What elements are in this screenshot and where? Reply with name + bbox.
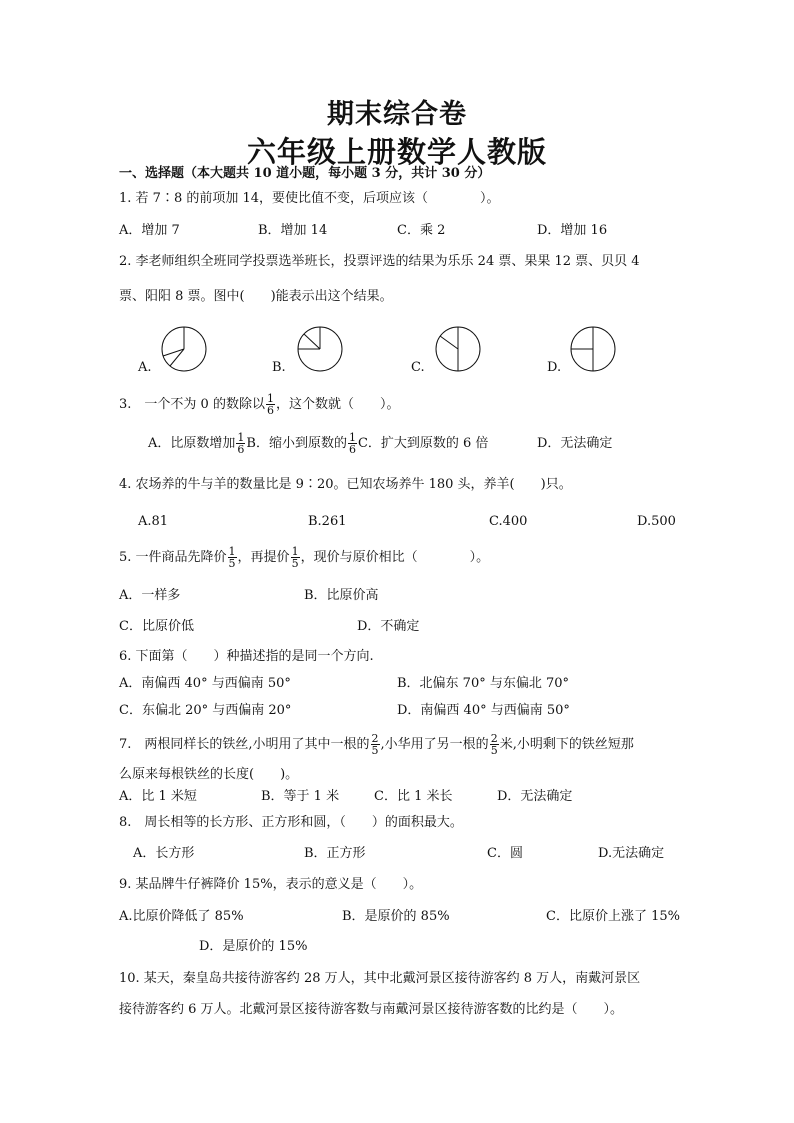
q5-option-c: C．比原价低 (119, 619, 194, 634)
q3-option-d: D．无法确定 (537, 436, 613, 451)
q9-option-d: D．是原价的 15% (199, 939, 308, 954)
q4-option-b: B.261 (308, 514, 347, 529)
q4-option-a: A.81 (138, 514, 169, 529)
question-2-line1: 2. 李老师组织全班同学投票选举班长，投票评选的结果为乐乐 24 票、果果 12 票、贝贝 4 (119, 254, 640, 269)
fraction (291, 546, 300, 569)
q8-option-a: A．长方形 (133, 846, 195, 861)
fraction-numerator: 2 (371, 732, 379, 745)
q9-option-a: A.比原价降低了 85% (119, 909, 244, 924)
q5-option-d: D．不确定 (357, 619, 420, 634)
q2-option-c: C. (411, 360, 425, 375)
q7-option-a: A．比 1 米短 (119, 789, 197, 804)
fraction-numerator: 2 (490, 732, 498, 745)
q2-option-d: D. (547, 360, 562, 375)
q2-option-a: A. (138, 360, 152, 375)
q3-option-c: C．扩大到原数的 6 倍 (357, 436, 489, 451)
fraction (236, 432, 245, 455)
question-6-stem: 6. 下面第（ ）种描述指的是同一个方向. (119, 649, 374, 664)
fraction-numerator: 1 (228, 545, 236, 558)
q9-option-b: B．是原价的 85% (342, 909, 450, 924)
q3-option-a: A．比原数增加 (148, 436, 236, 451)
q4-option-c: C.400 (489, 514, 528, 529)
q3-option-b: B．缩小到原数的 (246, 436, 347, 451)
q1-option-a: A．增加 7 (119, 223, 180, 238)
q3-stem-suffix: ，这个数就（ ）。 (275, 397, 400, 412)
fraction (266, 393, 275, 416)
page-title: 期末综合卷 (327, 99, 467, 130)
question-5-stem (119, 546, 489, 570)
question-10-line2: 接待游客约 6 万人。北戴河景区接待游客数与南戴河景区接待游客数的比约是（ ）。 (119, 1002, 624, 1017)
question-9-stem: 9. 某品牌牛仔裤降价 15%，表示的意义是（ ）。 (119, 877, 423, 892)
q4-option-d: D.500 (637, 514, 676, 529)
pie-chart-d-icon (569, 325, 617, 373)
question-2-line2: 票、阳阳 8 票。图中( )能表示出这个结果。 (119, 289, 393, 304)
pie-chart-b-icon (296, 325, 344, 373)
question-8-stem: 8. 周长相等的长方形、正方形和圆，（ ）的面积最大。 (119, 815, 463, 830)
q8-option-d: D.无法确定 (598, 846, 665, 861)
q1-option-c: C．乘 2 (397, 223, 446, 238)
fraction-denominator: 6 (266, 404, 274, 417)
q2-option-b: B. (272, 360, 286, 375)
fraction-numerator: 1 (266, 392, 274, 405)
q9-option-c: C．比原价上涨了 15% (546, 909, 680, 924)
q5-stem-prefix: 5. 一件商品先降价 (119, 550, 227, 565)
fraction (371, 733, 380, 756)
q7-stem-middle: ,小华用了另一根的 (380, 737, 489, 752)
fraction-denominator: 5 (228, 557, 236, 570)
pie-chart-a-icon (160, 325, 208, 373)
question-1-stem: 1. 若 7∶8 的前项加 14，要使比值不变，后项应该（ ）。 (119, 191, 500, 206)
q7-option-b: B．等于 1 米 (261, 789, 340, 804)
fraction-denominator: 6 (348, 443, 356, 456)
q5-option-a: A．一样多 (119, 588, 181, 603)
fraction-numerator: 1 (291, 545, 299, 558)
q3-options (148, 432, 488, 456)
question-3-stem (119, 393, 399, 417)
q5-option-b: B．比原价高 (304, 588, 379, 603)
q1-option-d: D．增加 16 (537, 223, 608, 238)
page-subtitle: 六年级上册数学人教版 (246, 135, 547, 169)
q7-stem-suffix: 米,小明剩下的铁丝短那 (499, 737, 634, 752)
pie-chart-c-icon (434, 325, 482, 373)
fraction-denominator: 5 (371, 744, 379, 757)
q5-stem-suffix: ，现价与原价相比（ ）。 (300, 550, 490, 565)
fraction (228, 546, 237, 569)
q8-option-b: B．正方形 (304, 846, 366, 861)
q8-option-c: C．圆 (487, 846, 523, 861)
section-heading: 一、选择题（本大题共 10 道小题，每小题 3 分，共计 30 分） (119, 166, 491, 181)
q1-option-b: B．增加 14 (258, 223, 328, 238)
fraction (490, 733, 499, 756)
q3-stem-prefix: 3. 一个不为 0 的数除以 (119, 397, 265, 412)
question-4-stem: 4. 农场养的牛与羊的数量比是 9∶20。已知农场养牛 180 头，养羊( )只。 (119, 477, 572, 492)
fraction-denominator: 5 (291, 557, 299, 570)
q6-option-b: B．北偏东 70° 与东偏北 70° (397, 676, 570, 691)
q7-option-c: C．比 1 米长 (374, 789, 453, 804)
question-7-line1 (119, 733, 634, 757)
q5-stem-middle: ，再提价 (237, 550, 290, 565)
fraction-denominator: 6 (237, 443, 245, 456)
question-7-line2: 么原来每根铁丝的长度( )。 (119, 767, 299, 782)
q6-option-a: A．南偏西 40° 与西偏南 50° (119, 676, 291, 691)
fraction (348, 432, 357, 455)
q7-option-d: D．无法确定 (497, 789, 573, 804)
q6-option-c: C．东偏北 20° 与西偏南 20° (119, 703, 292, 718)
fraction-numerator: 1 (348, 431, 356, 444)
q6-option-d: D．南偏西 40° 与西偏南 50° (397, 703, 570, 718)
q7-stem-prefix: 7. 两根同样长的铁丝,小明用了其中一根的 (119, 737, 370, 752)
question-10-line1: 10. 某天，秦皇岛共接待游客约 28 万人，其中北戴河景区接待游客约 8 万人，南戴河景区 (119, 971, 641, 986)
fraction-numerator: 1 (237, 431, 245, 444)
fraction-denominator: 5 (490, 744, 498, 757)
